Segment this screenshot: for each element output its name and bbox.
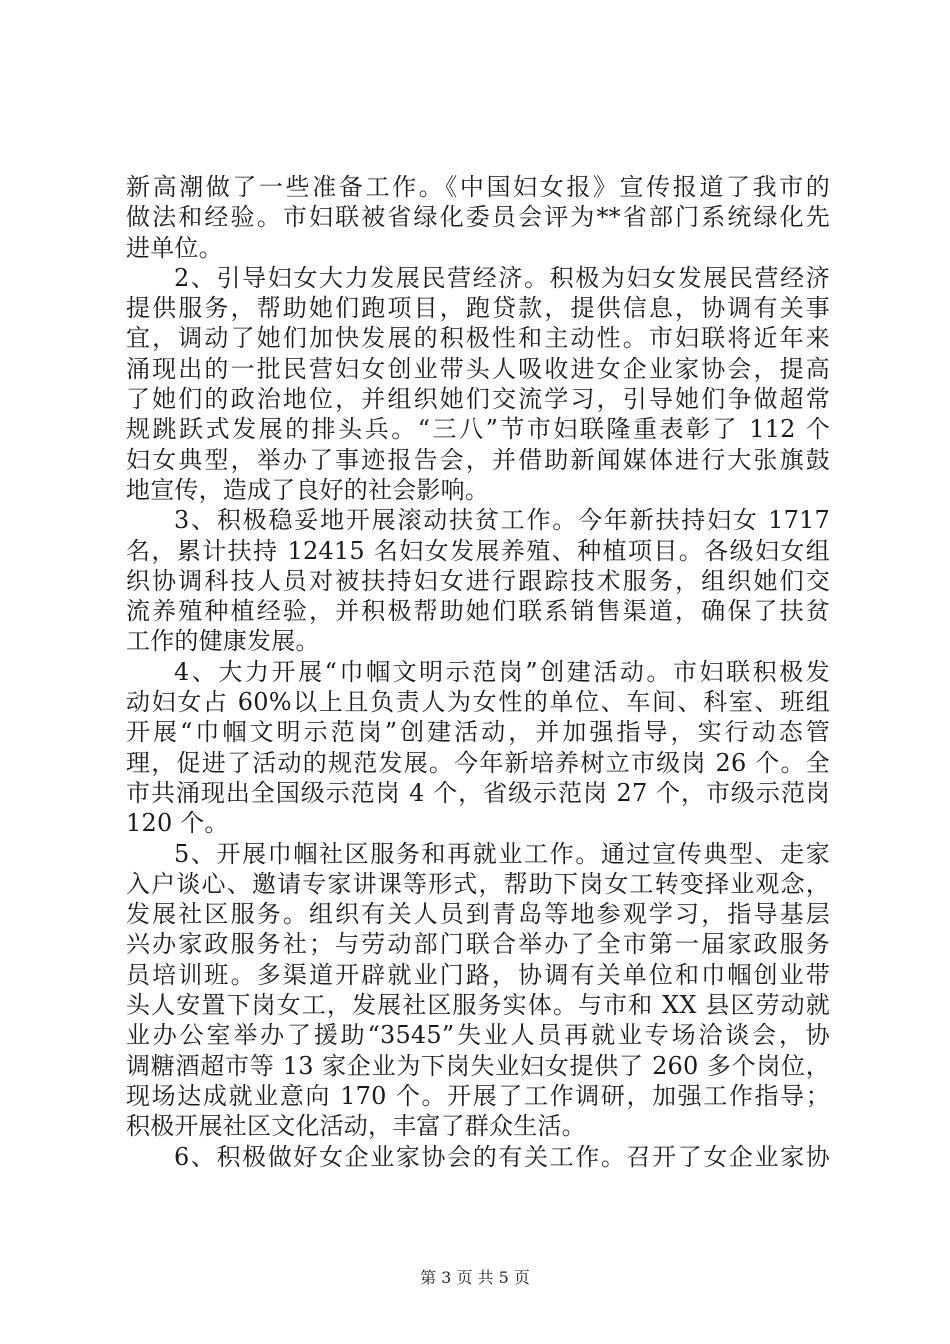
text-line: 兴办家政服务社；与劳动部门联合举办了全市第一届家政服务	[126, 930, 830, 959]
text-line: 头人安置下岗女工，发展社区服务实体。与市和 XX 县区劳动就	[126, 991, 830, 1020]
text-line: 6、积极做好女企业家协会的有关工作。召开了女企业家协	[174, 1142, 830, 1171]
text-line: 开展“巾帼文明示范岗”创建活动，并加强指导，实行动态管	[126, 718, 830, 747]
text-line: 入户谈心、邀请专家讲课等形式，帮助下岗女工转变择业观念，	[126, 869, 830, 898]
text-line: 动妇女占 60%以上且负责人为女性的单位、车间、科室、班组	[126, 688, 830, 717]
text-line: 新高潮做了一些准备工作。《中国妇女报》宣传报道了我市的	[126, 173, 830, 201]
text-line: 地宣传，造成了良好的社会影响。	[126, 475, 489, 504]
text-line: 积极开展社区文化活动，丰富了群众生活。	[126, 1112, 586, 1141]
text-line: 4、大力开展“巾帼文明示范岗”创建活动。市妇联积极发	[174, 657, 830, 686]
text-line: 妇女典型，举办了事迹报告会，并借助新闻媒体进行大张旗鼓	[126, 445, 830, 474]
text-line: 涌现出的一批民营妇女创业带头人吸收进女企业家协会，提高	[126, 354, 830, 383]
text-line: 织协调科技人员对被扶持妇女进行跟踪技术服务，组织她们交	[126, 566, 830, 595]
text-line: 市共涌现出全国级示范岗 4 个，省级示范岗 27 个，市级示范岗	[126, 778, 830, 807]
text-line: 业办公室举办了援助“3545”失业人员再就业专场洽谈会，协	[126, 1021, 830, 1050]
text-line: 现场达成就业意向 170 个。开展了工作调研，加强工作指导；	[126, 1081, 830, 1110]
text-line: 调糖酒超市等 13 家企业为下岗失业妇女提供了 260 多个岗位，	[126, 1051, 830, 1080]
text-line: 名，累计扶持 12415 名妇女发展养殖、种植项目。各级妇女组	[126, 536, 830, 565]
text-line: 工作的健康发展。	[126, 627, 320, 656]
text-line: 员培训班。多渠道开辟就业门路，协调有关单位和巾帼创业带	[126, 960, 830, 989]
text-line: 流养殖种植经验，并积极帮助她们联系销售渠道，确保了扶贫	[126, 597, 830, 626]
text-line: 提供服务，帮助她们跑项目，跑贷款，提供信息，协调有关事	[126, 294, 830, 323]
document-body	[126, 172, 830, 1172]
text-line: 发展社区服务。组织有关人员到青岛等地参观学习，指导基层	[126, 900, 830, 929]
text-line: 理，促进了活动的规范发展。今年新培养树立市级岗 26 个。全	[126, 748, 830, 777]
text-line: 5、开展巾帼社区服务和再就业工作。通过宣传典型、走家	[174, 839, 830, 868]
text-line: 宜，调动了她们加快发展的积极性和主动性。市妇联将近年来	[126, 324, 830, 353]
text-line: 2、引导妇女大力发展民营经济。积极为妇女发展民营经济	[174, 263, 830, 292]
page-footer: 第 3 页 共 5 页	[420, 1268, 530, 1287]
text-line: 3、积极稳妥地开展滚动扶贫工作。今年新扶持妇女 1717	[174, 506, 830, 535]
text-line: 进单位。	[126, 233, 223, 262]
text-line: 做法和经验。市妇联被省绿化委员会评为**省部门系统绿化先	[126, 203, 830, 232]
text-line: 120 个。	[126, 809, 229, 838]
text-line: 规跳跃式发展的排头兵。“三八”节市妇联隆重表彰了 112 个	[126, 415, 830, 444]
text-line: 了她们的政治地位，并组织她们交流学习，引导她们争做超常	[126, 385, 830, 414]
